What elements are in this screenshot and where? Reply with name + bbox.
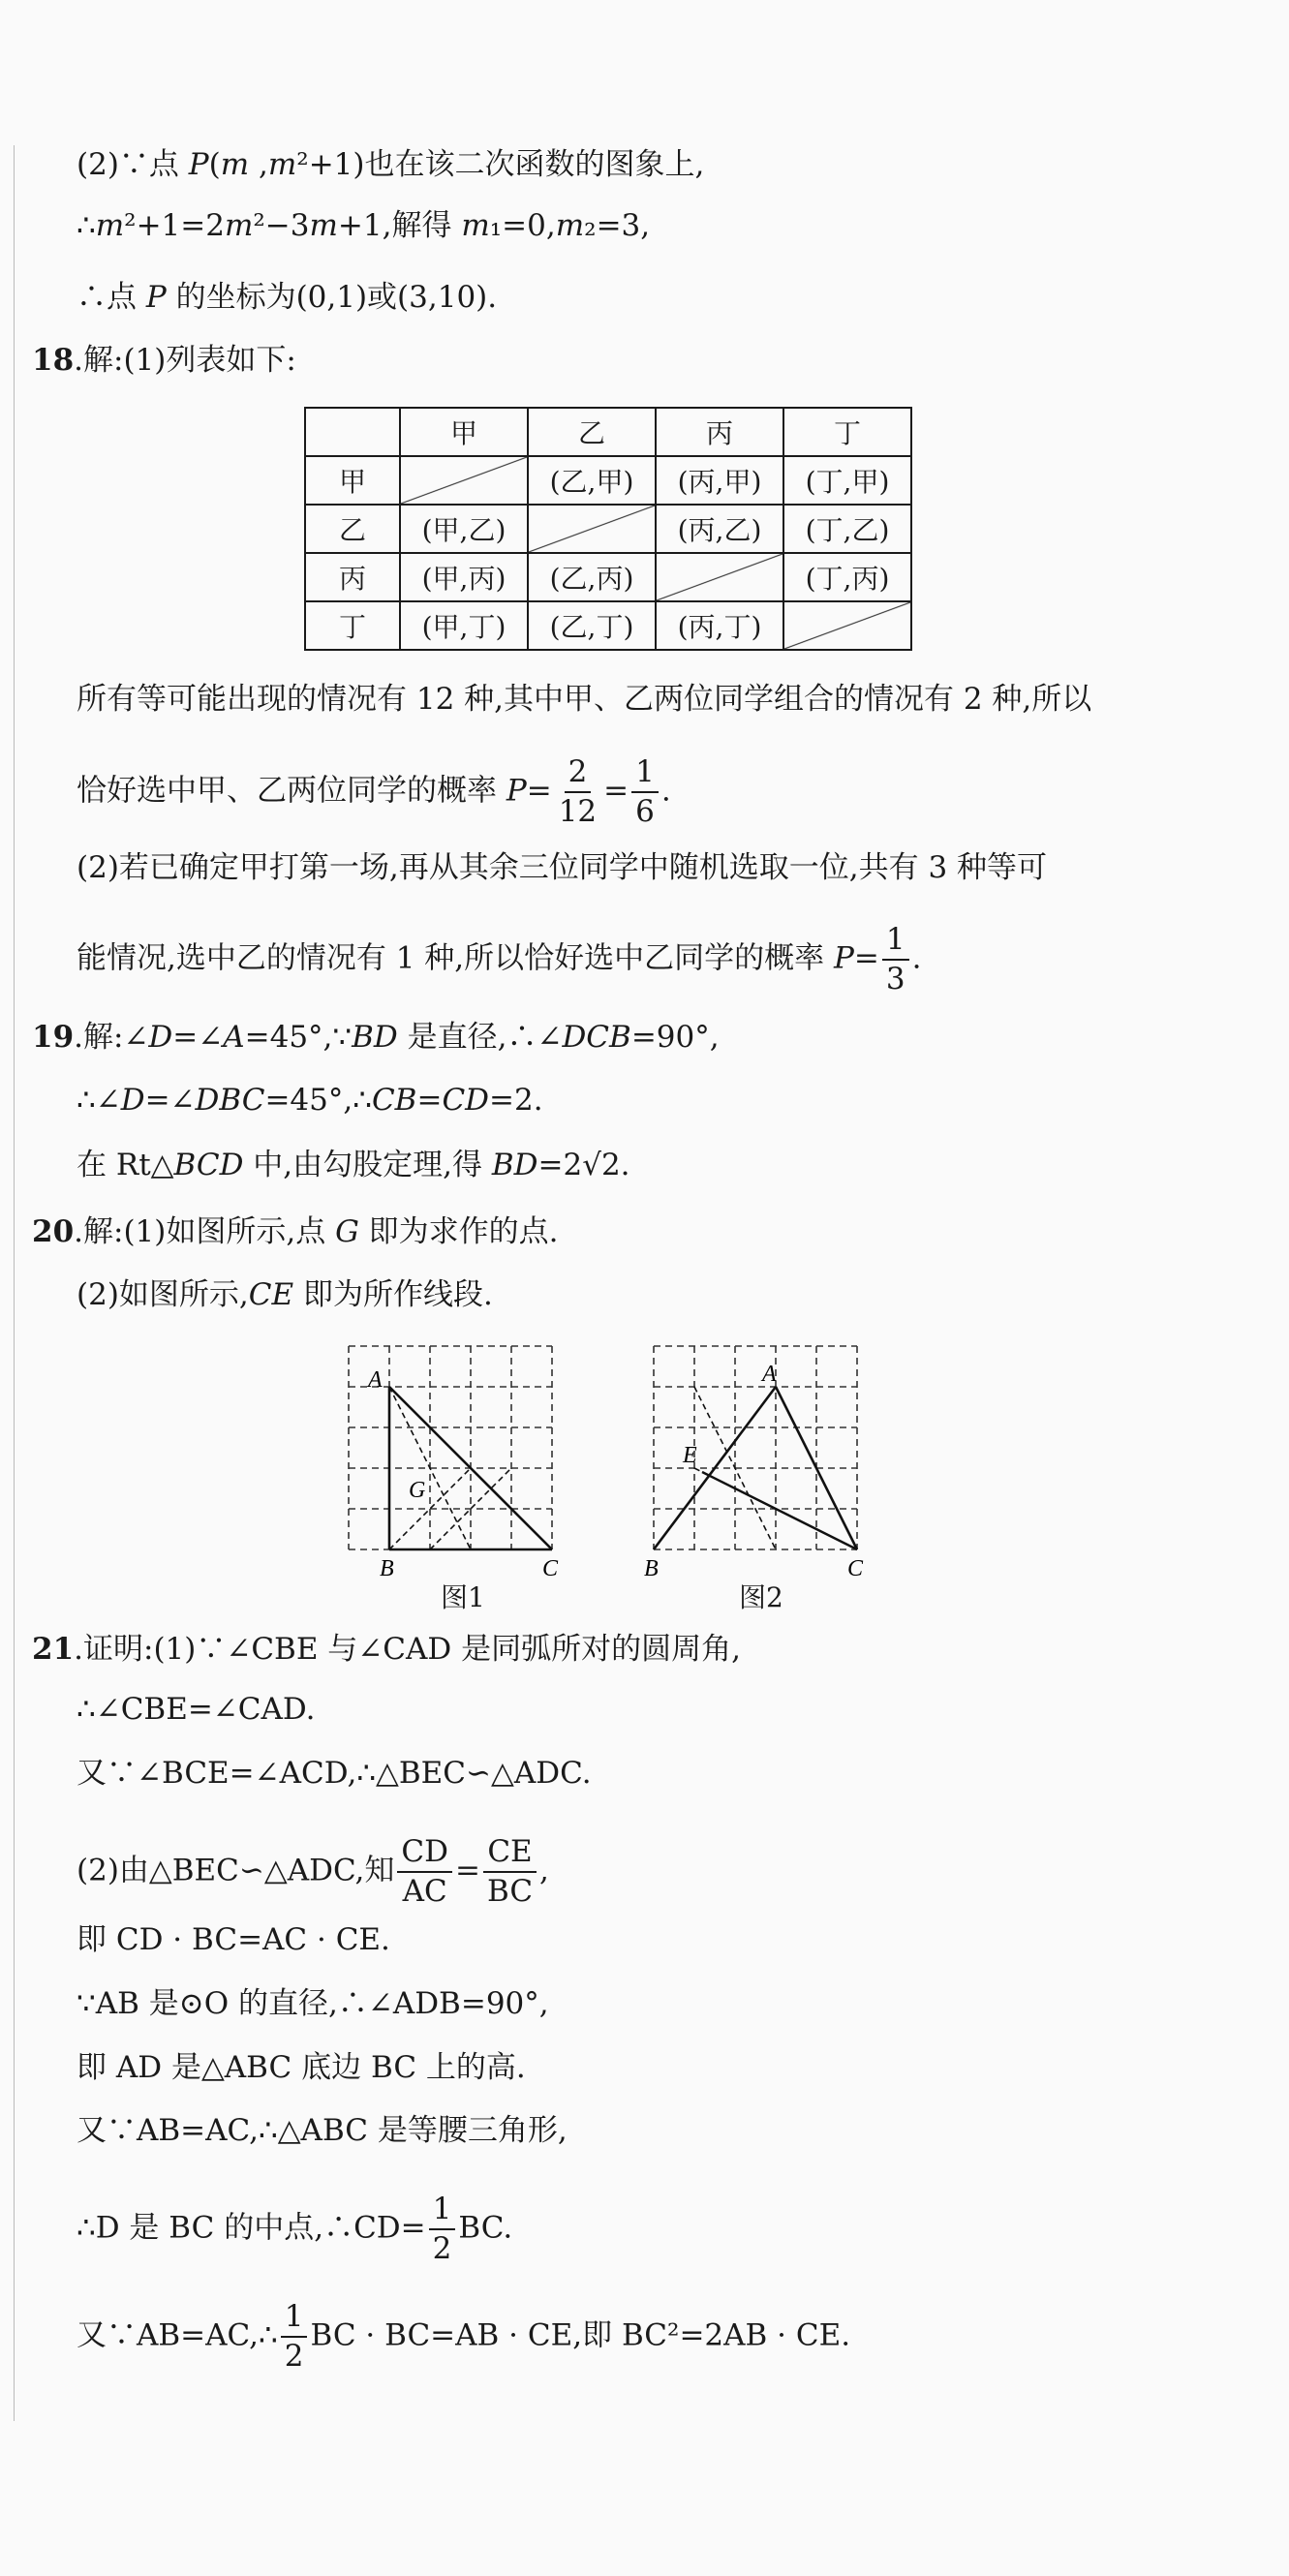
label-c: C bbox=[542, 1556, 559, 1579]
table-cell: (甲,丁) bbox=[400, 601, 528, 650]
segment-ce bbox=[702, 1472, 857, 1549]
label-e: E bbox=[683, 1443, 697, 1468]
fraction: $\frac{CD}{AC}$ bbox=[397, 1837, 452, 1907]
q18-para-3: (2)若已确定甲打第一场,再从其余三位同学中随机选取一位,共有 3 种等可 bbox=[77, 850, 1048, 885]
table-cell: (丁,乙) bbox=[783, 505, 911, 553]
q21-line-5: 即 CD · BC=AC · CE. bbox=[77, 1922, 390, 1957]
fraction: $\frac{CE}{BC}$ bbox=[483, 1837, 537, 1907]
table-corner-cell bbox=[305, 408, 400, 456]
table-col-header: 甲 bbox=[400, 408, 528, 456]
q19-line-2: ∴∠D=∠DBC=45°,∴CB=CD=2. bbox=[77, 1083, 543, 1118]
table-cell: (丙,丁) bbox=[656, 601, 783, 650]
q17-line-1: (2)∵点 P(m ,m²+1)也在该二次函数的图象上, bbox=[77, 147, 705, 182]
q21-line-10: 又∵AB=AC,∴ $\frac{1}{2}$ BC · BC=AB · CE,即 BC²=2AB · CE. bbox=[77, 2299, 851, 2374]
q20-line-1: 20.解:(1)如图所示,点 G 即为求作的点. bbox=[32, 1214, 559, 1249]
table-col-header: 乙 bbox=[528, 408, 656, 456]
figure-1 bbox=[339, 1336, 562, 1579]
q21-line-4: (2)由△BEC∽△ADC,知 $\frac{CD}{AC}$ = $\frac{CE}{BC}$ , bbox=[77, 1834, 549, 1909]
table-row-header: 丙 bbox=[305, 553, 400, 601]
label-g: G bbox=[409, 1478, 426, 1503]
table-diagonal-cell bbox=[528, 505, 656, 553]
figure-2-caption: 图2 bbox=[739, 1581, 783, 1613]
q21-line-8: 又∵AB=AC,∴△ABC 是等腰三角形, bbox=[77, 2113, 568, 2148]
q17-line-2: ∴m²+1=2m²−3m+1,解得 m₁=0,m₂=3, bbox=[77, 208, 651, 243]
table-cell: (甲,乙) bbox=[400, 505, 528, 553]
label-a: A bbox=[762, 1362, 777, 1387]
table-col-header: 丙 bbox=[656, 408, 783, 456]
q18-para-2: 恰好选中甲、乙两位同学的概率 P= $\frac{2}{12}$ = $\frac{1}{6}$ . bbox=[77, 754, 671, 829]
q21-line-7: 即 AD 是△ABC 底边 BC 上的高. bbox=[77, 2050, 526, 2085]
q18-para-1: 所有等可能出现的情况有 12 种,其中甲、乙两位同学组合的情况有 2 种,所以 bbox=[77, 682, 1092, 717]
fraction: $\frac{1}{6}$ bbox=[631, 757, 659, 827]
table-cell: (丁,甲) bbox=[783, 456, 911, 505]
table-header-row bbox=[305, 408, 911, 456]
table-row bbox=[305, 456, 911, 505]
figure-1-caption: 图1 bbox=[441, 1581, 485, 1613]
table-cell: (乙,丙) bbox=[528, 553, 656, 601]
margin-rule bbox=[14, 145, 15, 2421]
q21-line-6: ∵AB 是⊙O 的直径,∴∠ADB=90°, bbox=[77, 1986, 549, 2021]
table-row-header: 丁 bbox=[305, 601, 400, 650]
table-cell: (乙,甲) bbox=[528, 456, 656, 505]
q19-line-3: 在 Rt△BCD 中,由勾股定理,得 BD=2√2. bbox=[77, 1148, 630, 1182]
table-cell: (丁,丙) bbox=[783, 553, 911, 601]
table-diagonal-cell bbox=[400, 456, 528, 505]
q17-line-3: ∴点 P 的坐标为(0,1)或(3,10). bbox=[77, 280, 498, 315]
combination-table bbox=[304, 407, 912, 651]
figure-2 bbox=[644, 1336, 867, 1579]
q21-line-3: 又∵∠BCE=∠ACD,∴△BEC∽△ADC. bbox=[77, 1756, 592, 1791]
table-row bbox=[305, 553, 911, 601]
fraction: $\frac{1}{2}$ bbox=[429, 2194, 456, 2264]
q19-line-1: 19.解:∠D=∠A=45°,∵BD 是直径,∴∠DCB=90°, bbox=[32, 1020, 720, 1055]
table-cell: (丙,乙) bbox=[656, 505, 783, 553]
q21-line-1: 21.证明:(1)∵∠CBE 与∠CAD 是同弧所对的圆周角, bbox=[32, 1632, 741, 1667]
q18-para-4: 能情况,选中乙的情况有 1 种,所以恰好选中乙同学的概率 P= $\frac{1}{3}$ . bbox=[77, 922, 922, 997]
fraction: $\frac{1}{2}$ bbox=[281, 2302, 308, 2372]
table-cell: (乙,丁) bbox=[528, 601, 656, 650]
q18-heading: 18.解:(1)列表如下: bbox=[32, 343, 296, 378]
triangle-abc bbox=[654, 1387, 857, 1549]
table-row bbox=[305, 505, 911, 553]
table-row bbox=[305, 601, 911, 650]
table-diagonal-cell bbox=[656, 553, 783, 601]
fraction: $\frac{2}{12}$ bbox=[558, 754, 598, 829]
table-diagonal-cell bbox=[783, 601, 911, 650]
q21-line-9: ∴D 是 BC 的中点,∴CD= $\frac{1}{2}$ BC. bbox=[77, 2192, 513, 2266]
table-cell: (甲,丙) bbox=[400, 553, 528, 601]
table-cell: (丙,甲) bbox=[656, 456, 783, 505]
label-b: B bbox=[380, 1556, 394, 1579]
table-col-header: 丁 bbox=[783, 408, 911, 456]
fraction: $\frac{1}{3}$ bbox=[882, 925, 909, 995]
label-a: A bbox=[368, 1367, 383, 1393]
label-b: B bbox=[644, 1556, 659, 1579]
table-row-header: 乙 bbox=[305, 505, 400, 553]
q21-line-2: ∴∠CBE=∠CAD. bbox=[77, 1692, 316, 1727]
table-row-header: 甲 bbox=[305, 456, 400, 505]
q20-line-2: (2)如图所示,CE 即为所作线段. bbox=[77, 1277, 493, 1312]
label-c: C bbox=[847, 1556, 864, 1579]
